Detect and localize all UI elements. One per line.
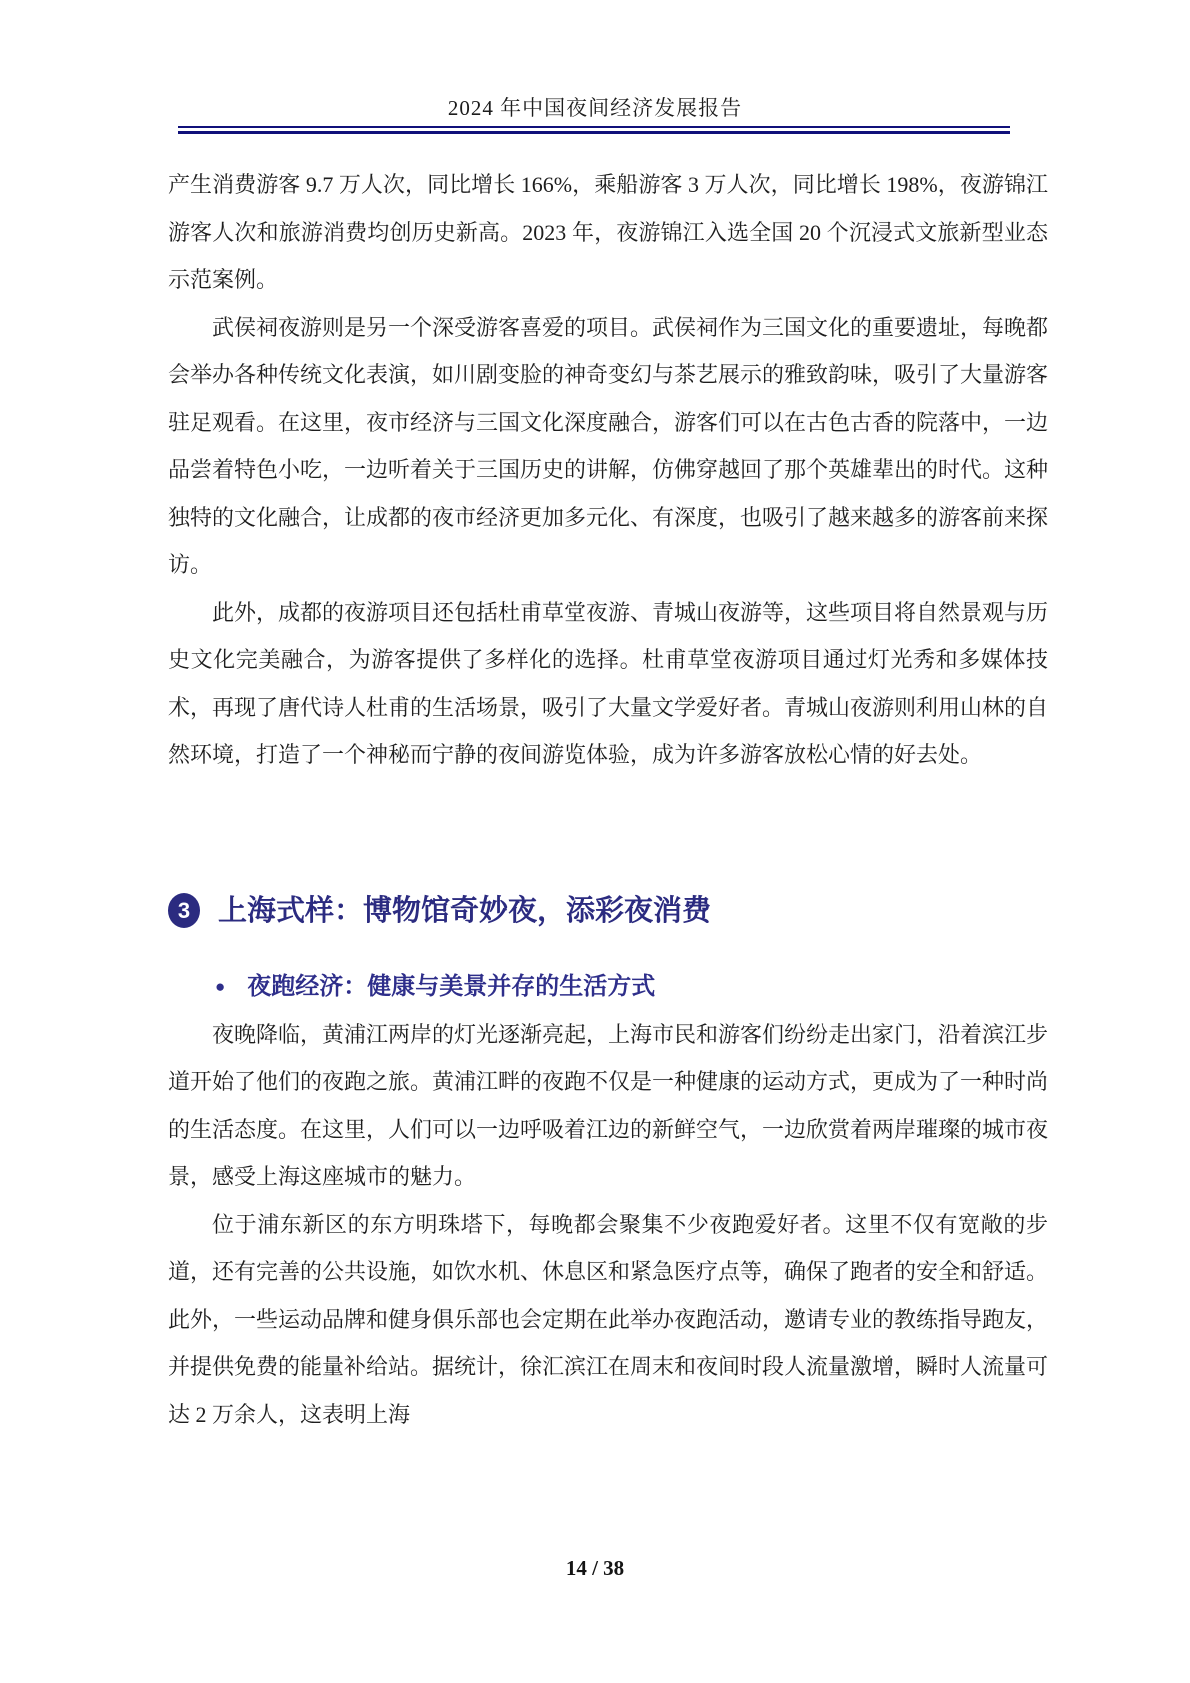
body-paragraph: 产生消费游客 9.7 万人次，同比增长 166%，乘船游客 3 万人次，同比增长 198%，夜游锦江游客人次和旅游消费均创历史新高。2023 年，夜游锦江入选全国 20 个沉浸式文旅新型业态示范案例。: [168, 172, 1048, 292]
page-body: [168, 161, 1048, 1438]
body-paragraph: 夜晚降临，黄浦江两岸的灯光逐渐亮起，上海市民和游客们纷纷走出家门，沿着滨江步道开始了他们的夜跑之旅。黄浦江畔的夜跑不仅是一种健康的运动方式，更成为了一种时尚的生活态度。在这里，人们可以一边呼吸着江边的新鲜空气，一边欣赏着两岸璀璨的城市夜景，感受上海这座城市的魅力。: [168, 1021, 1049, 1189]
sub-heading: [168, 970, 1048, 1004]
section-heading-text: 上海式样：博物馆奇妙夜，添彩夜消费: [218, 894, 712, 927]
header-double-rule: [178, 126, 1010, 134]
sub-heading-text: 夜跑经济：健康与美景并存的生活方式: [247, 972, 656, 1000]
bullet-icon: ●: [215, 977, 226, 996]
body-paragraph: 武侯祠夜游则是另一个深受游客喜爱的项目。武侯祠作为三国文化的重要遗址，每晚都会举办各种传统文化表演，如川剧变脸的神奇变幻与茶艺展示的雅致韵味，吸引了大量游客驻足观看。在这里，夜市经济与三国文化深度融合，游客们可以在古色古香的院落中，一边品尝着特色小吃，一边听着关于三国历史的讲解，仿佛穿越回了那个英雄辈出的时代。这种独特的文化融合，让成都的夜市经济更加多元化、有深度，也吸引了越来越多的游客前来探访。: [168, 314, 1049, 577]
body-paragraph: 此外，成都的夜游项目还包括杜甫草堂夜游、青城山夜游等，这些项目将自然景观与历史文化完美融合，为游客提供了多样化的选择。杜甫草堂夜游项目通过灯光秀和多媒体技术，再现了唐代诗人杜甫的生活场景，吸引了大量文学爱好者。青城山夜游则利用山林的自然环境，打造了一个神秘而宁静的夜间游览体验，成为许多游客放松心情的好去处。: [168, 599, 1049, 767]
circled-number-icon: 3: [168, 893, 200, 928]
page-number: 14 / 38: [565, 1556, 625, 1580]
section-heading: [168, 891, 1048, 931]
header-title: 2024 年中国夜间经济发展报告: [447, 96, 743, 120]
body-paragraph: 位于浦东新区的东方明珠塔下，每晚都会聚集不少夜跑爱好者。这里不仅有宽敞的步道，还有完善的公共设施，如饮水机、休息区和紧急医疗点等，确保了跑者的安全和舒适。此外，一些运动品牌和健身俱乐部也会定期在此举办夜跑活动，邀请专业的教练指导跑友，并提供免费的能量补给站。据统计，徐汇滨江在周末和夜间时段人流量激增，瞬时人流量可达 2 万余人，这表明上海: [168, 1211, 1049, 1427]
page-footer: [0, 1556, 1190, 1581]
